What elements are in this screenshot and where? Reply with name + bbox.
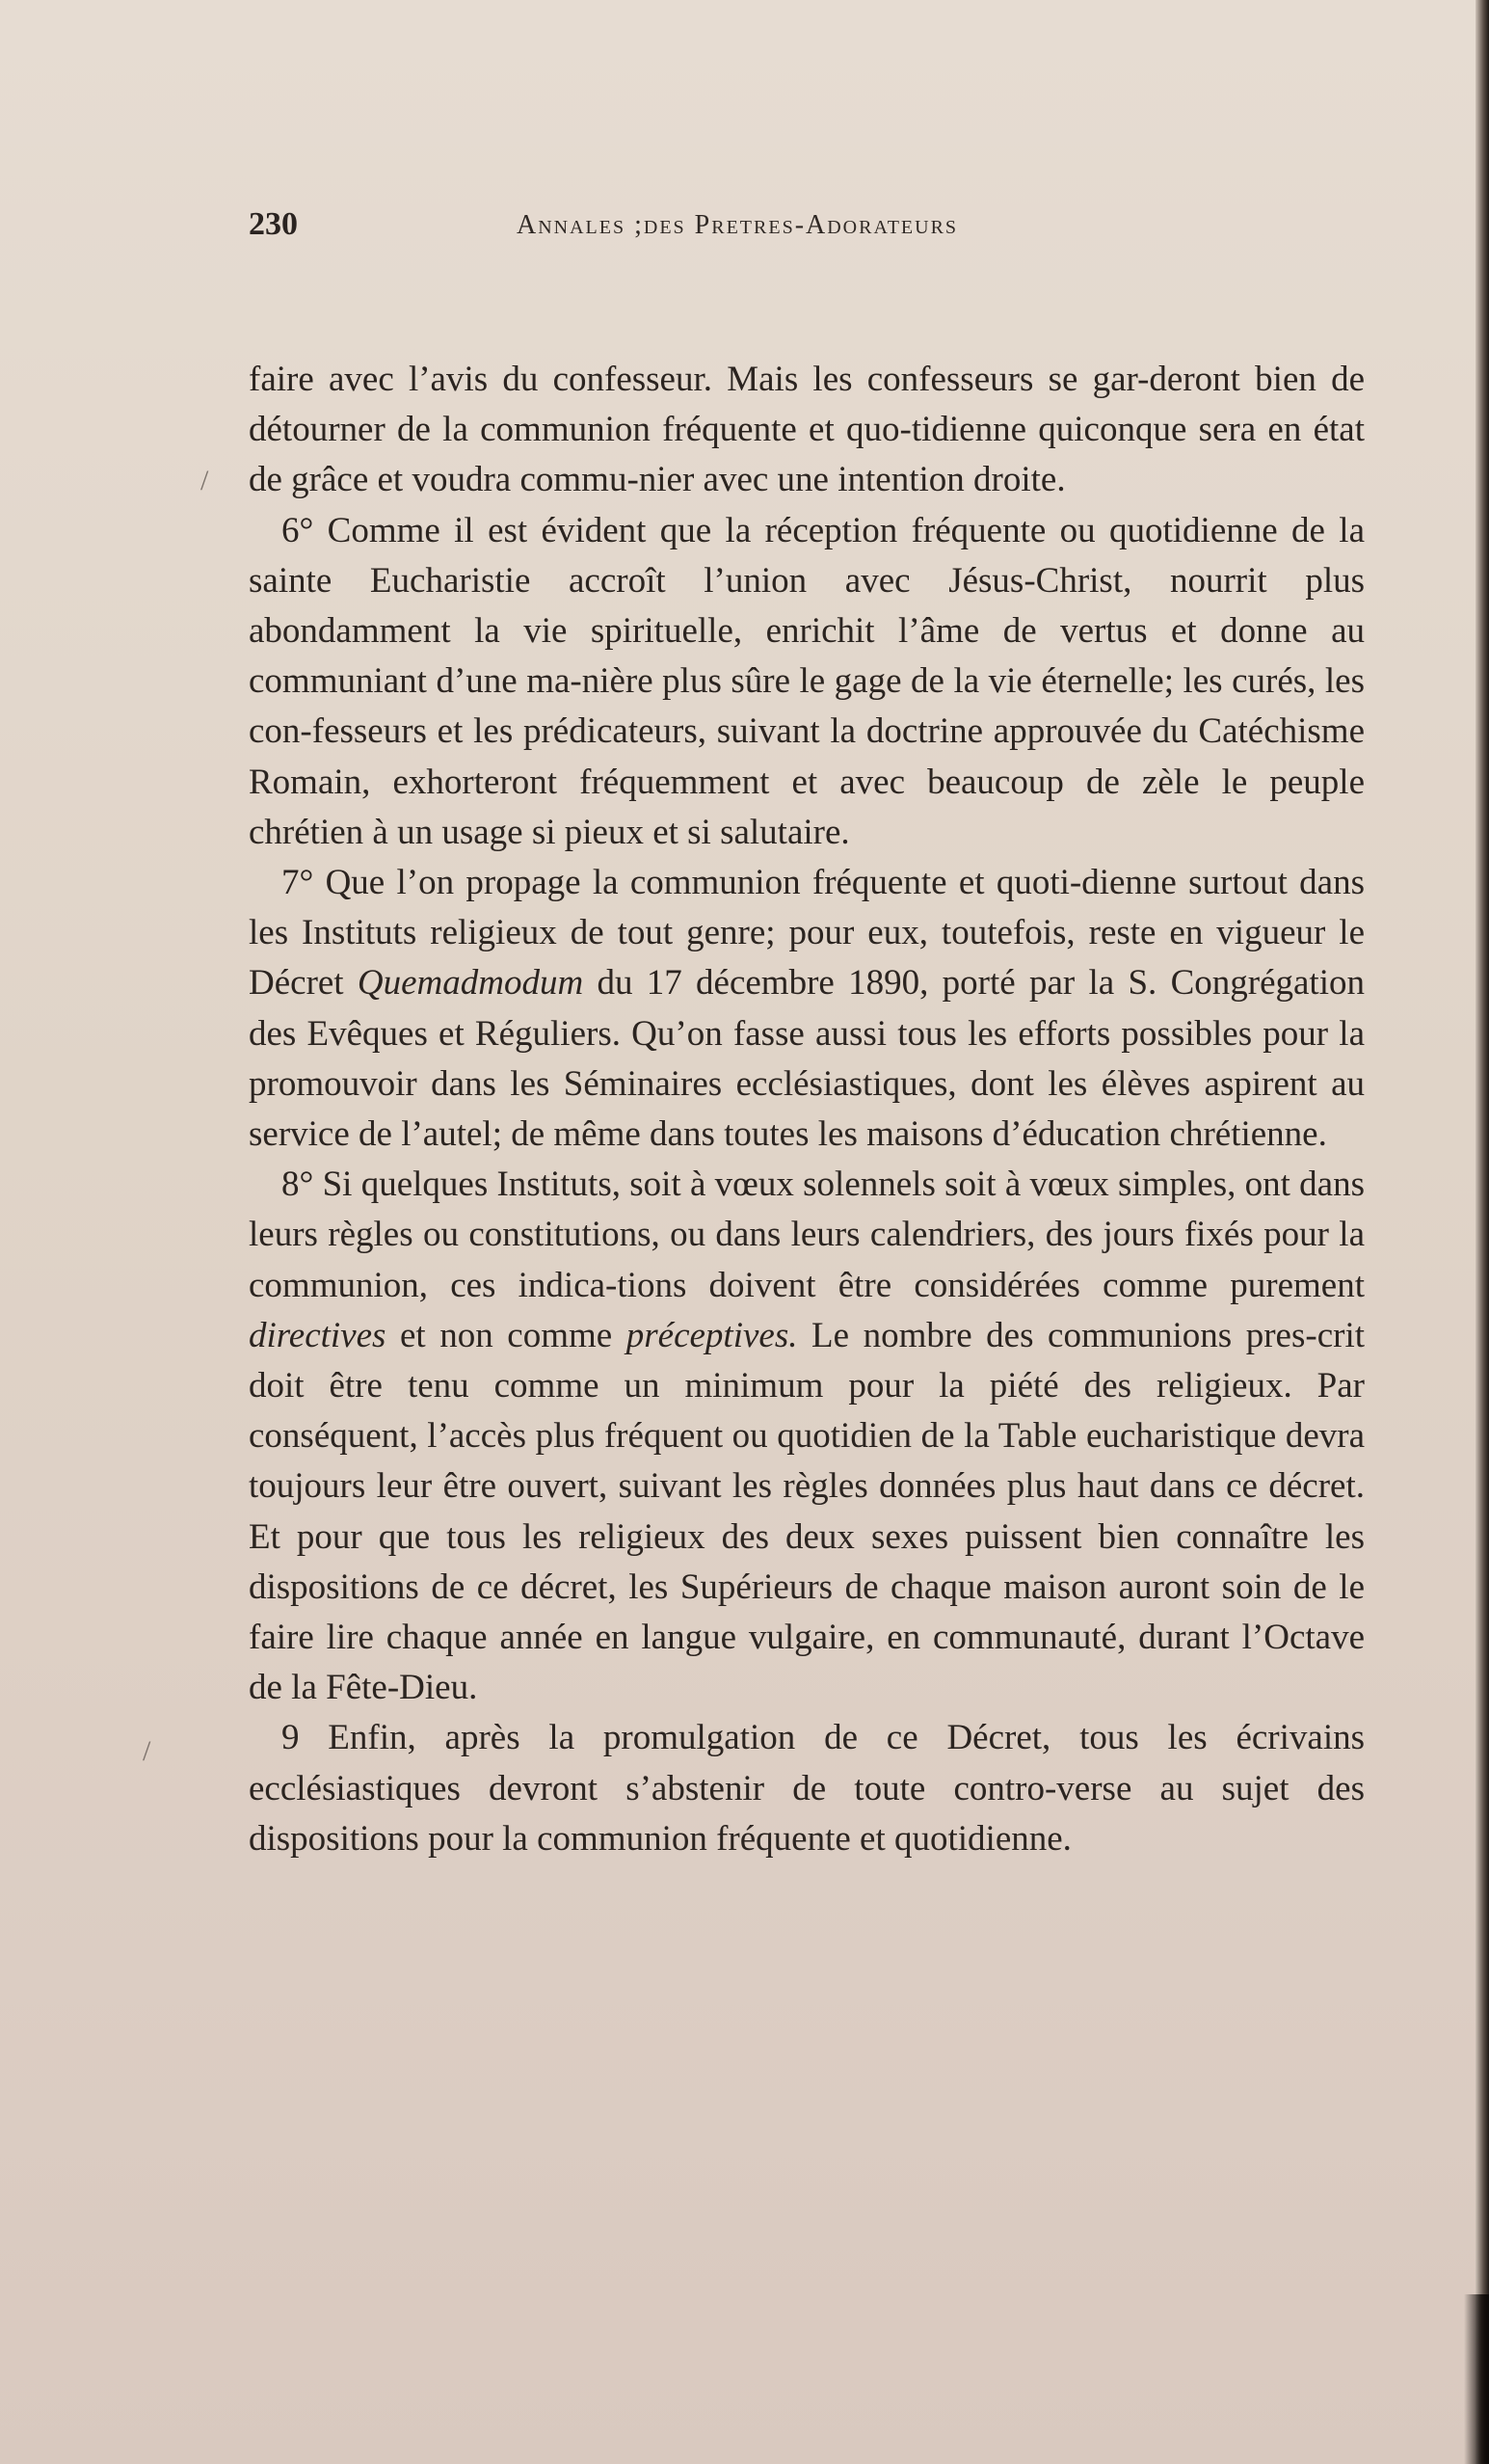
italic-term-directives: directives (249, 1315, 386, 1355)
paragraph-text: Le nombre des communions pres-crit doit être tenu comme un minimum pour la piété des religieux. Par conséquent, l’accès plus fréquent ou quotidien de la Table eucharistique devra toujours leur être ouvert, suivant les règles données plus haut dans ce décret. Et pour que tous les religieux des deux sexes puissent bien connaître les dispositions de ce décret, les Supérieurs de chaque maison auront soin de le faire lire chaque année en langue vulgaire, en communauté, durant l’Octave de la Fête-Dieu. (249, 1315, 1365, 1708)
italic-term-quemadmodum: Quemadmodum (357, 963, 584, 1004)
paragraph-text: faire avec l’avis du confesseur. Mais les confesseurs se gar-deront bien de détourner de la communion fréquente et quo-tidienne quiconque sera en état de grâce et voudra commu-nier avec une intention droite. (249, 360, 1365, 500)
paragraph-article-8 (249, 1160, 1365, 1713)
book-spine-edge (1476, 0, 1489, 2464)
margin-mark: / (200, 465, 209, 496)
paragraph-text: 9 Enfin, après la promulgation de ce Décret, tous les écrivains ecclésiastiques devront s’abstenir de toute contro-verse au sujet des dispositions pour la communion fréquente et quotidienne. (249, 1718, 1365, 1859)
page-corner-shadow (1464, 2294, 1489, 2464)
paragraph-article-9 (249, 1713, 1365, 1864)
italic-term-preceptives: préceptives. (625, 1315, 798, 1355)
paragraph-text: 7° Que l’on propage la communion fréquente et quoti-dienne surtout dans les Instituts religieux de tout genre; pour eux, toutefois, reste en vigueur le Décret (249, 863, 1365, 1004)
paragraph-article-7 (249, 858, 1365, 1160)
paragraph-text: 6° Comme il est évident que la réception fréquente ou quotidienne de la sainte Eucharistie accroît l’union avec Jésus-Christ, nourrit plus abondamment la vie spirituelle, enrichit l’âme de vertus et donne au communiant d’une ma-nière plus sûre le gage de la vie éternelle; les curés, les con-fesseurs et les prédicateurs, suivant la doctrine approuvée du Catéchisme Romain, exhorteront fréquemment et avec beaucoup de zèle le peuple chrétien à un usage si pieux et si salutaire. (249, 510, 1365, 852)
paragraph-article-6 (249, 506, 1365, 858)
paragraph-text: 8° Si quelques Instituts, soit à vœux solennels soit à vœux simples, ont dans leurs règles ou constitutions, ou dans leurs calendriers, des jours fixés pour la communion, ces indica-tions doivent être considérées comme purement (249, 1165, 1365, 1305)
page-number: 230 (249, 206, 298, 242)
paragraph-text: du 17 décembre 1890, porté par la S. Congrégation des Evêques et Réguliers. Qu’on fasse aussi tous les efforts possibles pour la promouvoir dans les Séminaires ecclésiastiques, dont les élèves aspirent au service de l’autel; de même dans toutes les maisons d’éducation chrétienne. (249, 963, 1365, 1155)
document-body (249, 355, 1365, 1864)
page-header (249, 206, 1367, 254)
running-title: Annales ;des Pretres-Adorateurs (517, 210, 959, 240)
paragraph-text: et non comme (386, 1315, 626, 1355)
margin-mark: / (143, 1735, 151, 1767)
paragraph-continuation (249, 355, 1365, 506)
